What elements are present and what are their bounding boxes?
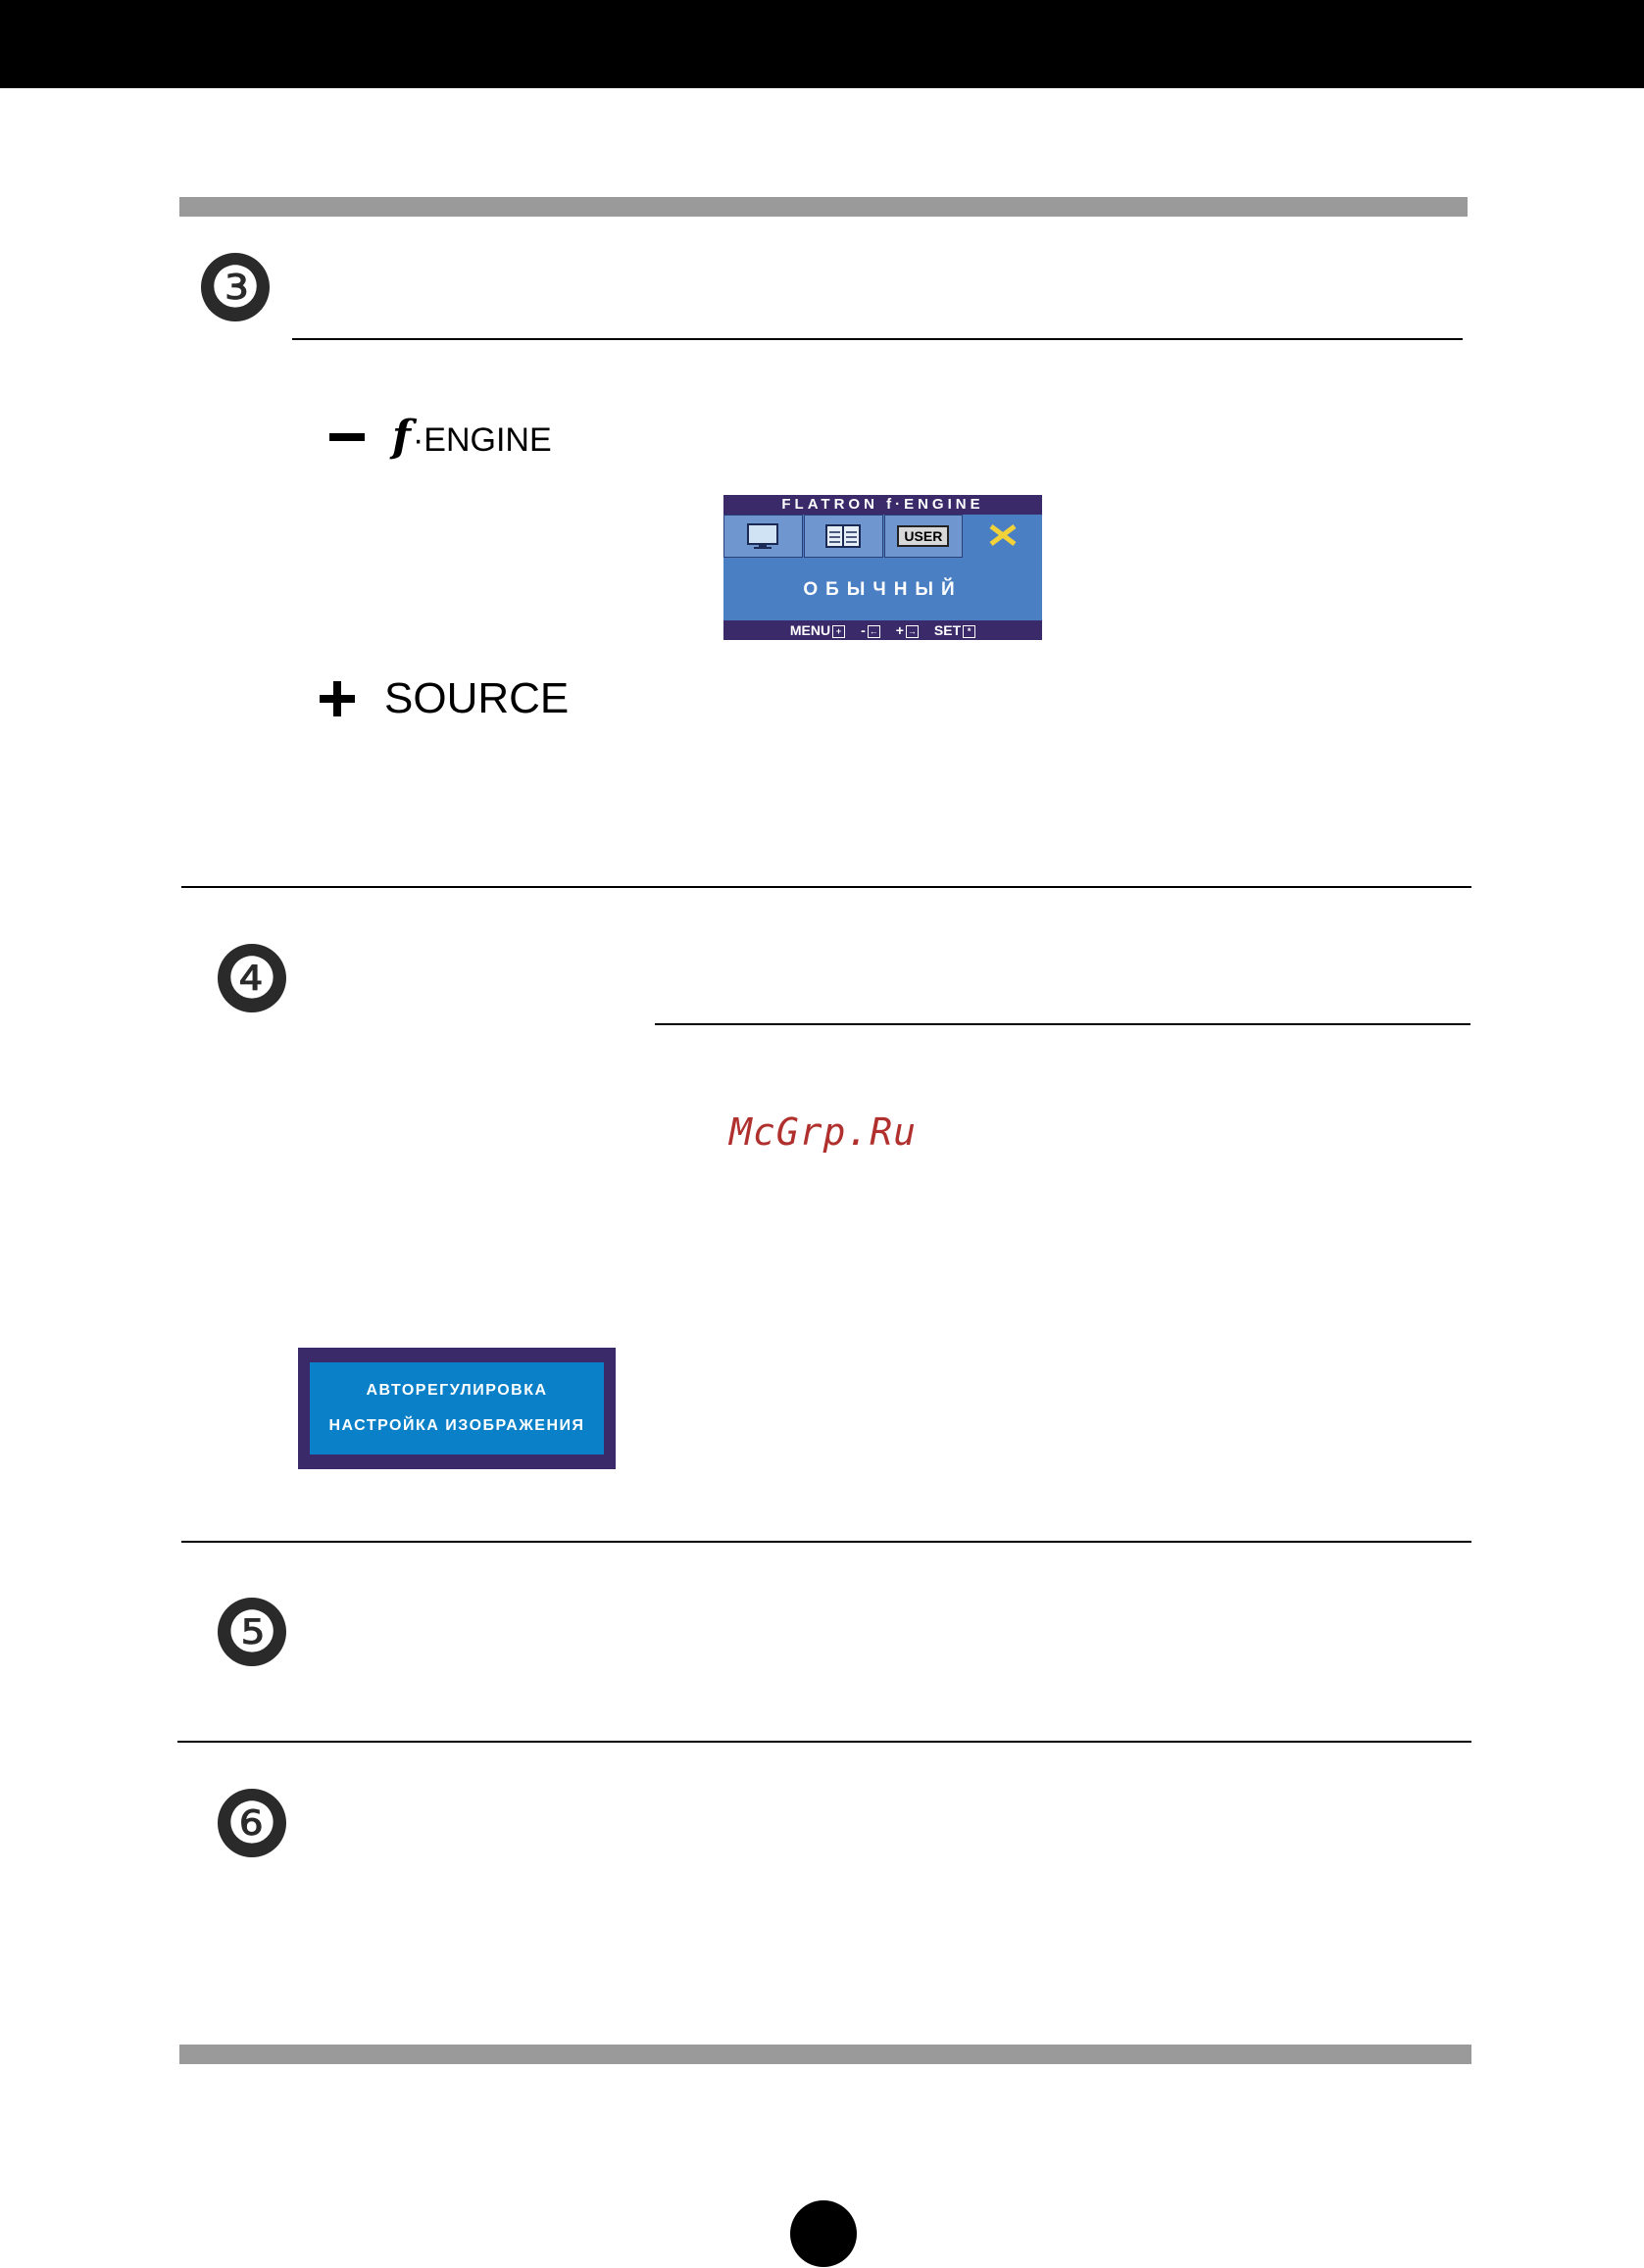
- section-4-underline: [655, 1023, 1470, 1025]
- user-tag: USER: [897, 525, 949, 547]
- left-box-icon: ←: [869, 625, 878, 636]
- fengine-osd-menu: [723, 495, 1042, 640]
- header-black-bar: [0, 0, 1644, 88]
- document-icon: [824, 523, 862, 549]
- divider-line-3: [177, 1741, 1471, 1743]
- fengine-label: [392, 412, 552, 462]
- osd-footer-minus: [861, 620, 880, 640]
- osd-footer: [723, 620, 1042, 640]
- set-box-icon: *: [963, 625, 975, 638]
- auto-adjust-line1: АВТОРЕГУЛИРОВКА: [366, 1382, 548, 1399]
- plus-label: +: [895, 622, 904, 638]
- menu-box-icon: +: [832, 625, 845, 638]
- minus-icon: [329, 433, 365, 441]
- osd-tab-text[interactable]: [804, 515, 883, 558]
- osd-footer-plus: [896, 620, 919, 640]
- top-divider-bar: [179, 197, 1468, 217]
- osd-mode-label: ОБЫЧНЫЙ: [803, 579, 963, 600]
- watermark: McGrp.Ru: [729, 1110, 918, 1154]
- divider-line-2: [181, 1541, 1471, 1543]
- osd-footer-set: [934, 620, 975, 640]
- menu-label: MENU: [789, 622, 831, 638]
- bottom-divider-bar: [179, 2045, 1471, 2064]
- minus-label: -: [861, 622, 866, 638]
- osd-title: FLATRON f·ENGINE: [723, 495, 1042, 515]
- fengine-f-logo: f: [392, 412, 411, 462]
- auto-adjust-osd: [298, 1348, 616, 1469]
- section-3-underline: [292, 338, 1463, 340]
- section-3-number: ❸: [201, 253, 270, 321]
- fengine-button-row: [329, 412, 552, 462]
- auto-adjust-line2: НАСТРОЙКА ИЗОБРАЖЕНИЯ: [328, 1417, 585, 1434]
- plus-icon: [320, 681, 355, 716]
- osd-tab-normal[interactable]: [964, 515, 1041, 556]
- set-label: SET: [933, 622, 962, 638]
- divider-line-1: [181, 886, 1471, 888]
- osd-tabs: [723, 515, 1042, 558]
- section-4-number: ❹: [218, 944, 286, 1012]
- right-box-icon: →: [907, 625, 917, 636]
- osd-footer-menu: [790, 620, 845, 640]
- section-5-number: ❺: [218, 1598, 286, 1666]
- osd-tab-movie[interactable]: [723, 515, 803, 558]
- source-label: SOURCE: [384, 674, 570, 722]
- monitor-icon: [746, 522, 779, 550]
- cross-icon: [986, 521, 1020, 549]
- page-number-circle: [790, 2200, 857, 2267]
- auto-adjust-inner: [310, 1362, 604, 1454]
- source-button-row: [320, 674, 569, 723]
- section-6-number: ❻: [218, 1789, 286, 1857]
- osd-tab-user[interactable]: [884, 515, 964, 558]
- fengine-text: ·ENGINE: [412, 421, 552, 459]
